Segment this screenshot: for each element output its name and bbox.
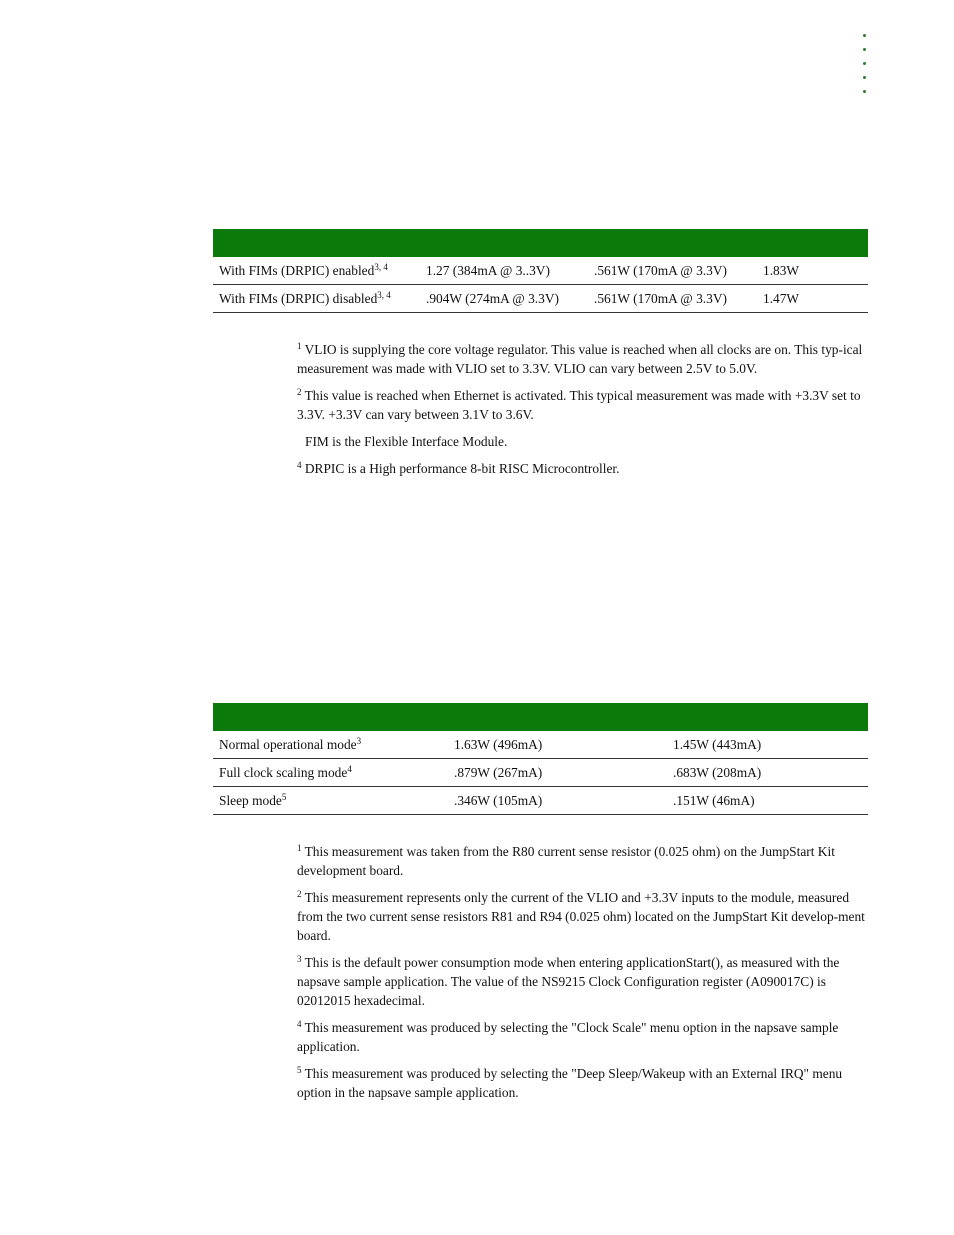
cell-value: 1.45W (443mA) [673,731,868,759]
row-label: Normal operational mode$^3$ [213,731,448,759]
margin-dots [863,34,866,104]
table-row [213,731,868,759]
cell-value: .904W (274mA @ 3.3V) [426,285,594,313]
footnote: $^2$ This measurement represents only the current of the VLIO and +3.3V inputs to the module, measured from the two current sense resistors R81 and R94 (0.025 ohm) located on the JumpStart Kit develop-ment board. [297,889,865,943]
table-row [213,257,868,285]
table1-footnotes [297,340,869,486]
footnote: $^4$ DRPIC is a High performance 8-bit RISC Microcontroller. [297,460,620,476]
cell-value: .561W (170mA @ 3.3V) [594,285,763,313]
margin-dot [863,48,866,51]
cell-value: 1.47W [763,285,868,313]
cell-value: 1.83W [763,257,868,285]
table-row [213,285,868,313]
cell-value: 1.27 (384mA @ 3..3V) [426,257,594,285]
footnote: $^1$ VLIO is supplying the core voltage regulator. This value is reached when all clocks are on. This typ-ical measurement was made with VLIO set to 3.3V. VLIO can vary between 2.5V to 5.0V. [297,341,863,376]
row-label: Full clock scaling mode$^4$ [213,759,448,787]
table-row [213,759,868,787]
margin-dot [863,76,866,79]
cell-value: .879W (267mA) [448,759,673,787]
table-header-bar [213,703,868,731]
table-row [213,787,868,815]
footnote: $^5$ This measurement was produced by selecting the "Deep Sleep/Wakeup with an External IRQ" menu option in the napsave sample application. [297,1065,843,1100]
footnote: FIM is the Flexible Interface Module. [305,434,508,449]
margin-dot [863,90,866,93]
row-label: Sleep mode$^5$ [213,787,448,815]
cell-value: 1.63W (496mA) [448,731,673,759]
table-header-bar [213,229,868,257]
footnote: $^1$ This measurement was taken from the R80 current sense resistor (0.025 ohm) on the JumpStart Kit development board. [297,843,835,878]
cell-value: .561W (170mA @ 3.3V) [594,257,763,285]
row-label: With FIMs (DRPIC) enabled$^{3, 4}$ [213,257,426,285]
margin-dot [863,62,866,65]
table2-footnotes [297,842,869,1110]
footnote: $^3$ This is the default power consumption mode when entering applicationStart(), as measured with the napsave sample application. The value of the NS9215 Clock Configuration register (A090017C) is 02012015 hexadecimal. [297,954,840,1008]
cell-value: .346W (105mA) [448,787,673,815]
footnote: $^4$ This measurement was produced by selecting the "Clock Scale" menu option in the napsave sample application. [297,1019,839,1054]
power-table-2 [213,703,868,815]
footnote: $^2$ This value is reached when Ethernet is activated. This typical measurement was made with +3.3V set to 3.3V. +3.3V can vary between 3.1V to 3.6V. [297,387,861,422]
power-table-1 [213,229,868,313]
row-label: With FIMs (DRPIC) disabled$^{3, 4}$ [213,285,426,313]
cell-value: .683W (208mA) [673,759,868,787]
cell-value: .151W (46mA) [673,787,868,815]
margin-dot [863,34,866,37]
